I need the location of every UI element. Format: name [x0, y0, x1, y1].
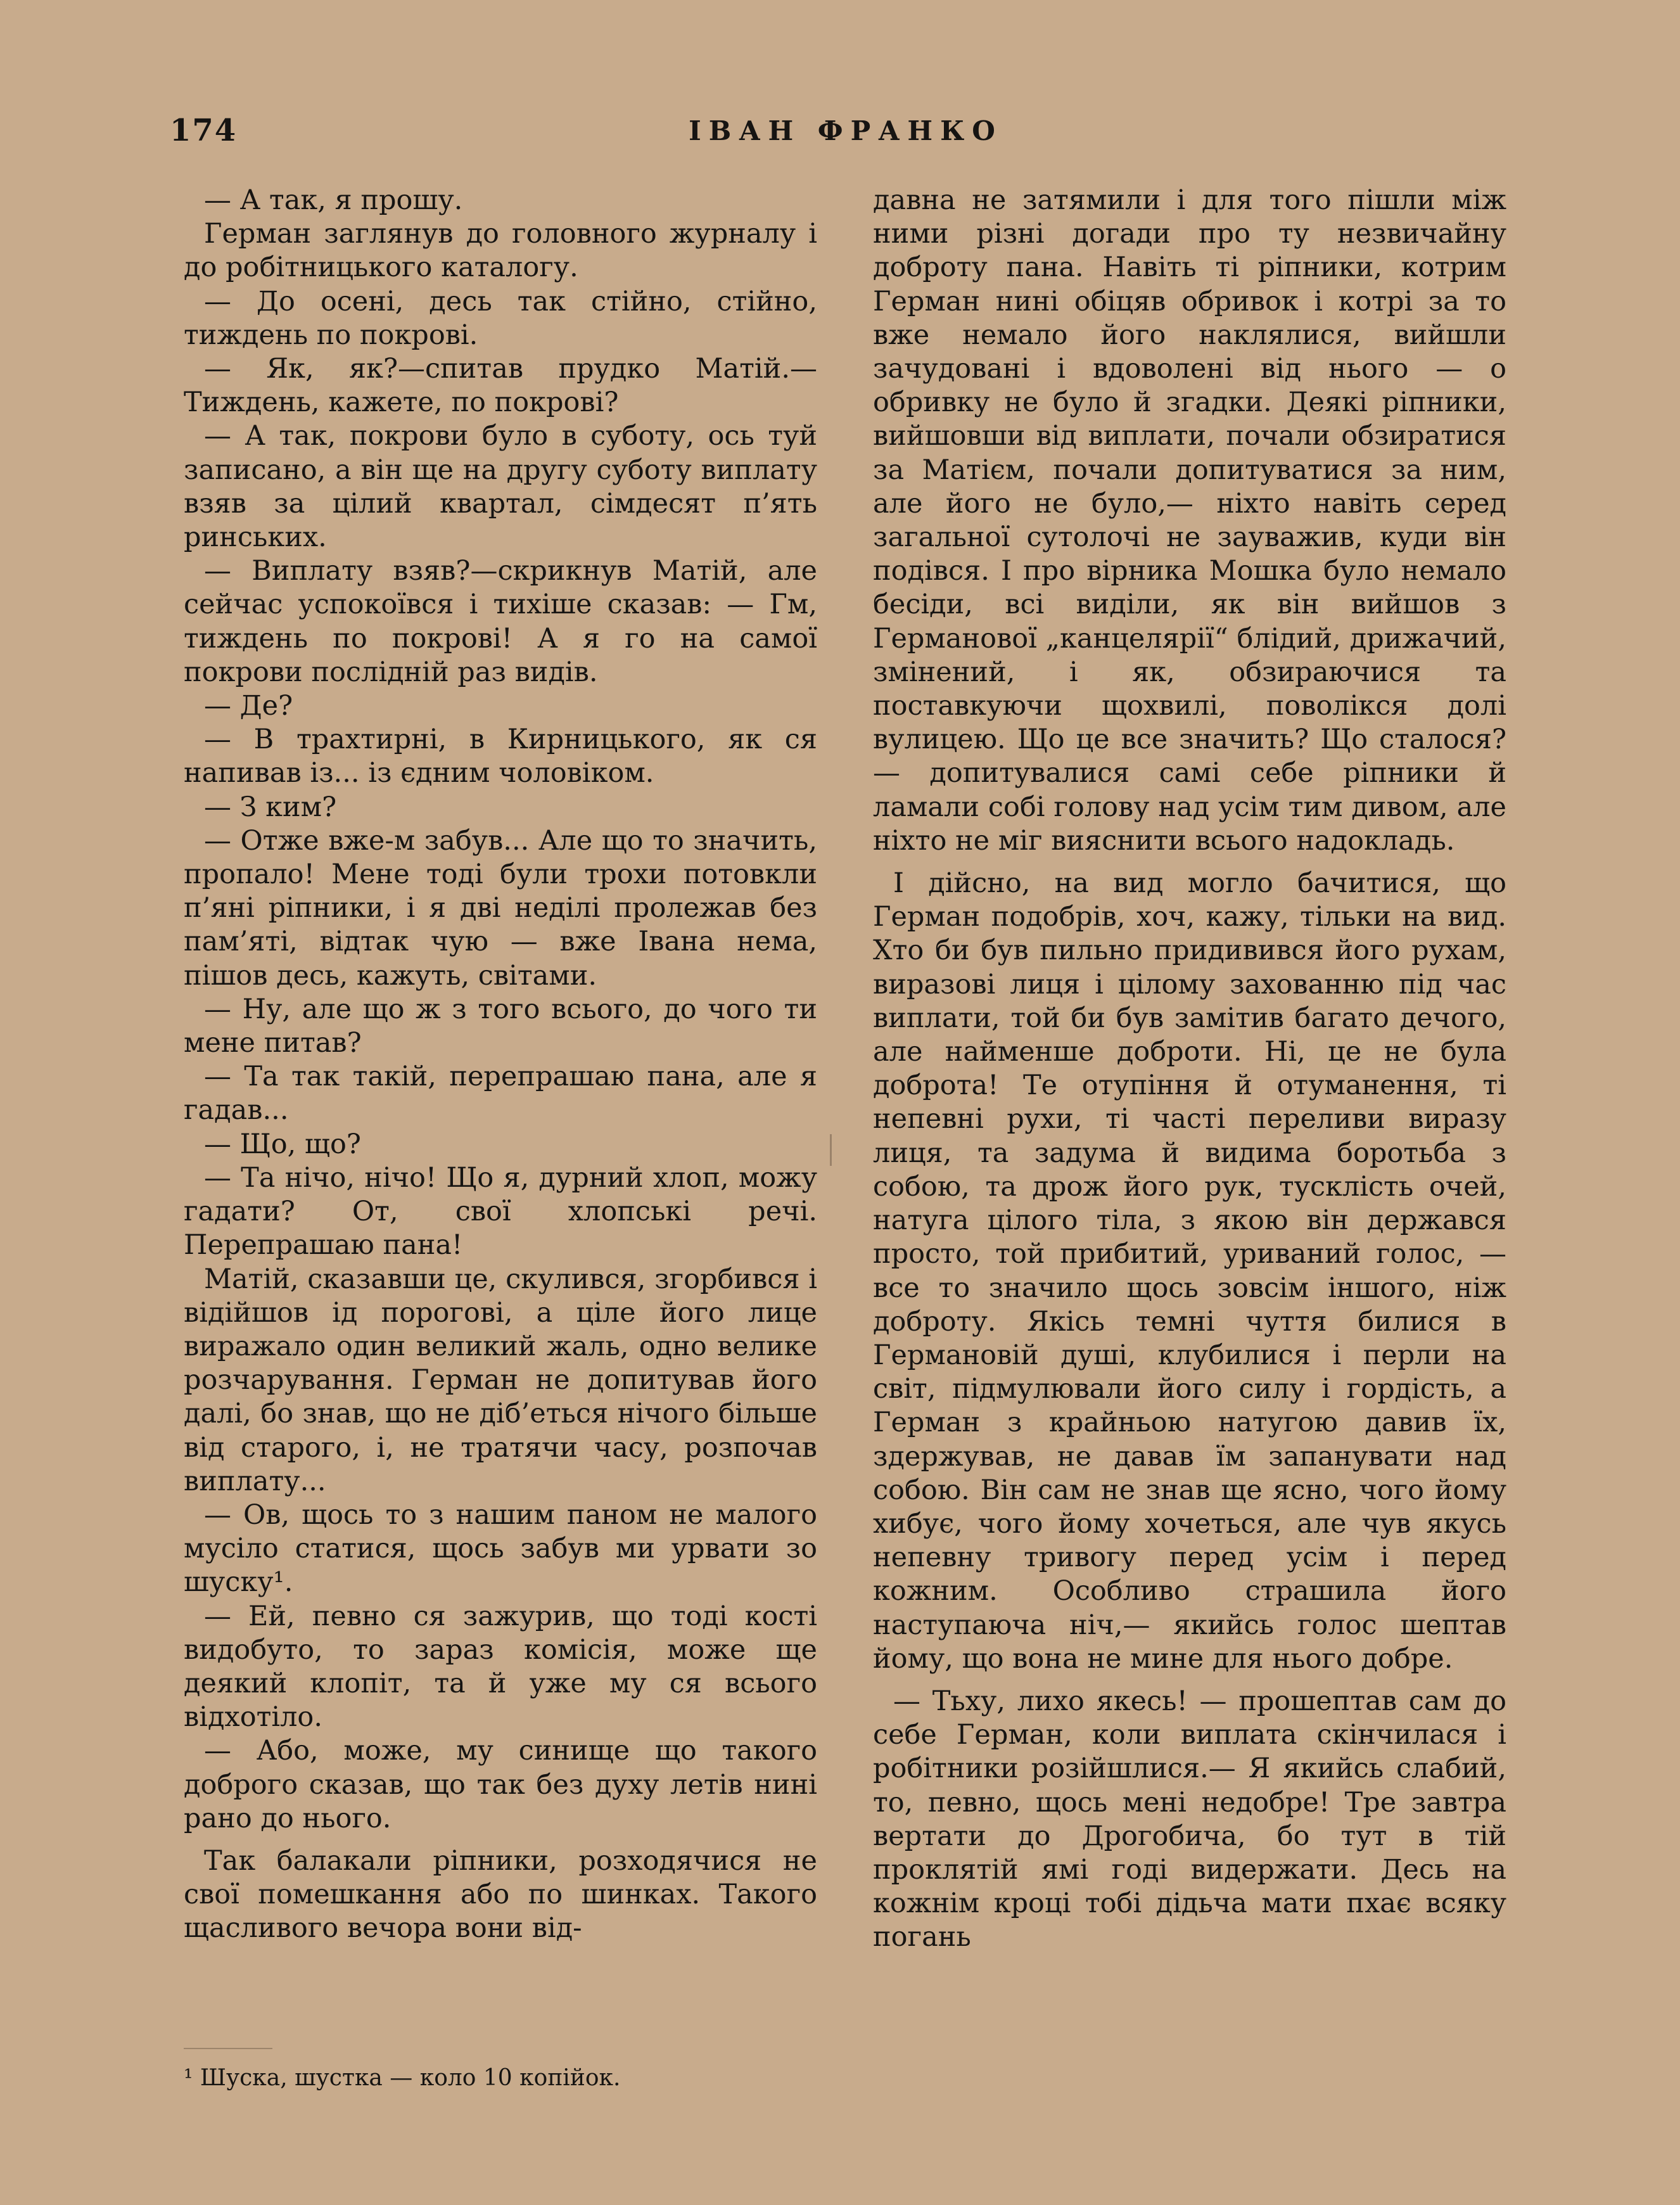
paragraph: — Ов, щось то з нашим паном не малого мусіло статися, щось забув ми урвати зо шуску¹.: [184, 1499, 817, 1599]
paragraph: — А так, покрови було в суботу, ось туй записано, а він ще на другу суботу виплату взяв за цілий квартал, сімдесят п’ять ринських.: [184, 420, 817, 554]
footnote-rule: [184, 2048, 272, 2049]
right-column: [873, 184, 1506, 1955]
paragraph: — Ей, певно ся зажурив, що тоді кості видобуто, то зараз комісія, може ще деякий клопіт, та й уже му ся всього відхотіло.: [184, 1600, 817, 1734]
paragraph: І дійсно, на вид могло бачитися, що Герман подобрів, хоч, кажу, тільки на вид. Хто би був пильно придивився його рухам, виразові лиця і цілому захованню під час виплати, той би був замітив багато дечого, але найменше доброти. Ні, це не була доброта! Те отупіння й отуманення, ті непевні рухи, ті часті переливи виразу лиця, та задума й видима боротьба з собою, та дрож його рук, тусклість очей, натуга цілого тіла, з якою він держався просто, той прибитий, уриваний голос, — все то значило щось зовсім іншого, ніж доброту. Якісь темні чуття билися в Германовій душі, клубилися і перли на світ, підмулювали його силу і гордість, а Герман з крайньою натугою давив їх, здержував, не давав їм запанувати над собою. Він сам не знав ще ясно, чого йому хибує, чого йому хочеться, але чув якусь непевну тривогу перед усім і перед кожним. Особливо страшила його наступаюча ніч,— якийсь голос шептав йому, що вона не мине для нього добре.: [873, 867, 1506, 1675]
paragraph: — Що, що?: [204, 1128, 361, 1160]
paragraph: Герман заглянув до головного журналу і до робітницького каталогу.: [184, 218, 817, 284]
footnote: ¹ Шуска, шустка — коло 10 копійок.: [184, 2065, 621, 2091]
paragraph: — Виплату взяв?—скрикнув Матій, але сейчас успокоївся і тихіше сказав: — Гм, тиждень по покрові! А я го на самої покрови послідній раз видів.: [184, 555, 817, 688]
page-header: [165, 113, 1527, 157]
paragraph: — А так, я прошу.: [204, 184, 463, 216]
page-number: 174: [170, 113, 238, 148]
running-head: ІВАН ФРАНКО: [689, 115, 1003, 146]
paragraph: — До осені, десь так стійно, стійно, тиждень по покрові.: [184, 285, 817, 351]
paragraph: — Та так такій, перепрашаю пана, але я гадав...: [184, 1061, 817, 1127]
paragraph: Матій, сказавши це, скулився, згорбився і відійшов ід порогові, а ціле його лице виражало один великий жаль, одно велике розчарування. Герман не допитував його далі, бо знав, що не діб’еться нічого більше від старого, і, не тратячи часу, розпочав виплату...: [184, 1263, 817, 1497]
paragraph: — Як, як?—спитав прудко Матій.— Тиждень, кажете, по покрові?: [184, 353, 817, 419]
paragraph: — Або, може, му синище що такого доброго сказав, що так без духу летів нині рано до нього.: [184, 1735, 817, 1834]
paragraph: — Ну, але що ж з того всього, до чого ти мене питав?: [184, 993, 817, 1059]
paragraph: — Отже вже-м забув... Але що то значить, пропало! Мене тоді були трохи потовкли п’яні ріпники, і я дві неділі пролежав без пам’яті, відтак чую — вже Івана нема, пішов десь, кажуть, світами.: [184, 824, 817, 992]
paragraph: — Та нічо, нічо! Що я, дурний хлоп, можу гадати? От, свої хлопські речі. Перепрашаю пана!: [184, 1161, 817, 1262]
paragraph: Так балакали ріпники, розходячися не свої помешкання або по шинках. Такого щасливого вечора вони від-: [184, 1844, 817, 1945]
paragraph: давна не затямили і для того пішли між ними різні догади про ту незвичайну доброту пана. Навіть ті ріпники, котрим Герман нині обіцяв обривок і котрі за то вже немало його наклялися, вийшли зачудовані і вдоволені від нього — о обривку не було й згадки. Деякі ріпники, вийшовши від виплати, почали обзиратися за Матієм, почали допитуватися за ним, але його не було,— ніхто навіть серед загальної сутолочі не зауважив, куди він подівся. І про вірника Мошка було немало бесіди, всі виділи, як він вийшов з Германової „канцелярії“ блідий, дрижачий, змінений, і як, обзираючися та поставкуючи щохвилі, поволікся долі вулицею. Що це все значить? Що сталося? — допитувалися самі себе ріпники й ламали собі голову над усім тим дивом, але ніхто не міг вияснити всього надокладь.: [873, 184, 1506, 857]
paragraph: — Де?: [204, 690, 293, 722]
paragraph: — З ким?: [204, 791, 337, 823]
paragraph: — Тьху, лихо якесь! — прошептав сам до себе Герман, коли виплата скінчилася і робітники розійшлися.— Я якийсь слабий, то, певно, щось мені недобре! Тре завтра вертати до Дрогобича, бо тут в тій проклятій ямі годі видержати. Десь на кожнім кроці тобі дідьча мати пхає всяку погань: [873, 1685, 1506, 1953]
left-column: [184, 184, 817, 1946]
paragraph: — В трахтирні, в Кирницького, як ся напивав із... із єдним чоловіком.: [184, 724, 817, 789]
column-divider-mark: [830, 1134, 832, 1166]
